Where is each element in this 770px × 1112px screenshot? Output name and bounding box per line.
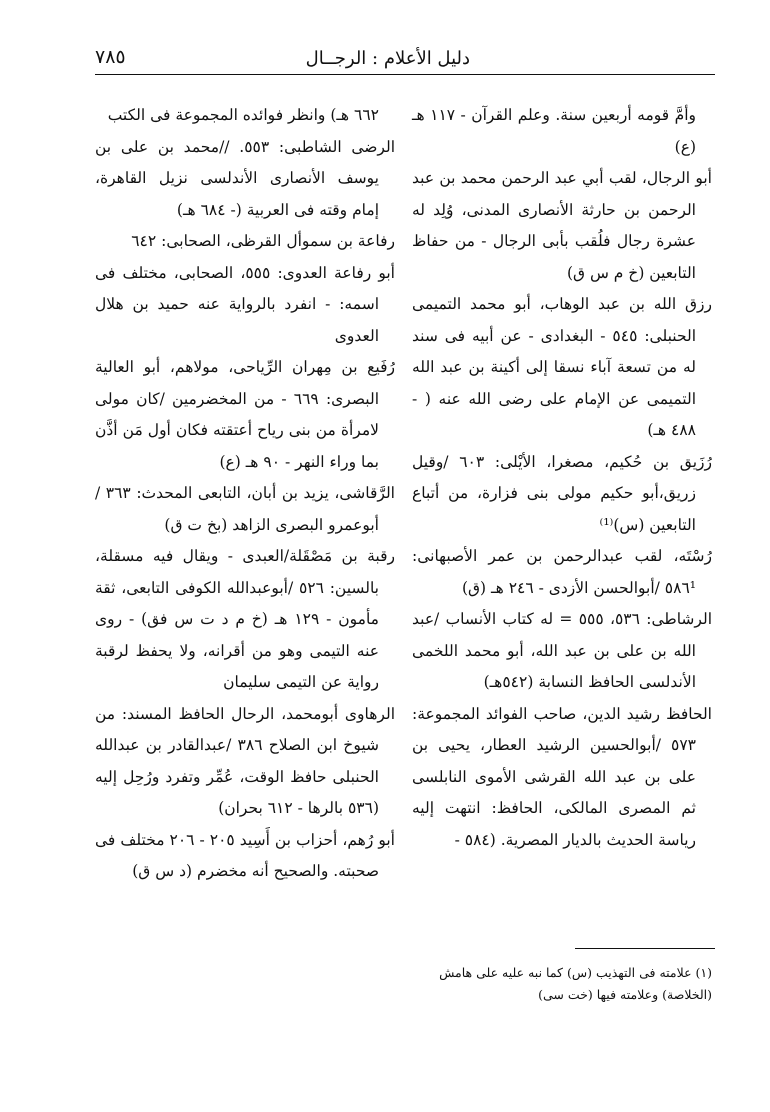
entry: الحافظ رشيد الدين، صاحب الفوائد المجموعة: ٥٧٣ /أبوالحسين الرشيد العطار، يحيى بن على بن عبد الله القرشى الأموى النابلسى ثم المصرى المالكى، الحافظ: انتهت إليه رياسة الحديث بالديار المصرية. (٥٨٤ - bbox=[412, 704, 712, 849]
footnote: (١) علامته فى التهذيب (س) كما نبه عليه على هامش (الخلاصة) وعلامته فيها (خت سى) bbox=[439, 965, 712, 1002]
right-column bbox=[412, 100, 712, 856]
header-rule bbox=[95, 74, 715, 75]
entry: الرَّقاشى، يزيد بن أبان، التابعى المحدث: ٣٦٣ /أبوعمرو البصرى الزاهد (بخ ت ق) bbox=[95, 484, 395, 534]
entry: رقبة بن مَصْقَلة/العبدى - ويقال فيه مسقلة، بالسين: ٥٢٦ /أبوعبدالله الكوفى التابعى، ثقة مأمون - ١٢٩ هـ (خ م د ت س فق) - روى عنه التيمى وهو من أقرانه، ولا يحفظ لرقبة رواية عن التيمى سليمان bbox=[95, 547, 395, 691]
entry: أبو الرجال، لقب أبي عبد الرحمن محمد بن عبد الرحمن بن حارثة الأنصارى المدنى، وُلِد له عشرة رجال فلُقب بأبى الرجال - من حفاظ التابعين (خ م س ق) bbox=[412, 169, 712, 282]
entry: أبو رفاعة العدوى: ٥٥٥، الصحابى، مختلف فى اسمه: - انفرد بالرواية عنه حميد بن هلال العدوى bbox=[95, 263, 395, 345]
entry: ٦٦٢ هـ) وانظر فوائده المجموعة فى الكتب bbox=[107, 106, 379, 124]
page-number: ٧٨٥ bbox=[95, 46, 126, 68]
entry: الرشاطى: ٥٣٦، ٥٥٥ = له كتاب الأنساب /عبد الله بن على بن عبد الله، أبو محمد اللخمى الأندلسى الحافظ النسابة (٥٤٢هـ) bbox=[412, 610, 713, 691]
footnote-rule bbox=[575, 948, 715, 949]
entry: أبو رُهم، أحزاب بن أَسِيد ٢٠٥ - ٢٠٦ مختلف فى صحبته. والصحيح أنه مخضرم (د س ق) bbox=[95, 830, 395, 880]
entry: رفاعة بن سموأل القرظى، الصحابى: ٦٤٢ bbox=[131, 232, 395, 250]
entry: رُفَيع بن مِهران الرِّياحى، مولاهم، أبو العالية البصرى: ٦٦٩ - من المخضرمين /كان مولى لامرأة من بنى رياح أعتقته فكان أول مَن أذَّن بما وراء النهر - ٩٠ هـ (ع) bbox=[95, 358, 395, 471]
entry: رُزَيق بن حُكيم، مصغرا، الأيْلى: ٦٠٣ /وقيل زريق،أبو حكيم مولى بنى فزارة، من أتباع التابعين (س)⁽¹⁾ bbox=[412, 452, 712, 534]
entry: رزق الله بن عبد الوهاب، أبو محمد التميمى الحنبلى: ٥٤٥ - البغدادى - عن أبيه فى سند له من تسعة آباء نسقا إلى أكينة بن عبد الله التميمى عن الإمام على رضى الله عنه ( - ٤٨٨ هـ) bbox=[412, 295, 712, 439]
left-column bbox=[95, 100, 395, 888]
entry: رُسْتَه، لقب عبدالرحمن بن عمر الأصبهانى: ٥٨٦¹ /أبوالحسن الأزدى - ٢٤٦ هـ (ق) bbox=[412, 547, 712, 597]
page-header bbox=[95, 40, 715, 70]
entry: وأمَّ قومه أربعين سنة. وعلم القرآن - ١١٧ هـ (ع) bbox=[412, 106, 696, 156]
running-title: دليل الأعلام : الرجــال bbox=[305, 48, 470, 69]
entry: الرضى الشاطبى: ٥٥٣. //محمد بن على بن يوسف الأنصارى الأندلسى نزيل القاهرة، إمام وقته فى العربية (- ٦٨٤ هـ) bbox=[95, 137, 396, 219]
entry: الرهاوى أبومحمد، الرحال الحافظ المسند: من شيوخ ابن الصلاح ٣٨٦ /عبدالقادر بن عبدالله الحنبلى حافظ الوقت، عُمِّر وتفرد ورُحِل إليه (٥٣٦ بالرها - ٦١٢ بحران) bbox=[95, 704, 395, 817]
